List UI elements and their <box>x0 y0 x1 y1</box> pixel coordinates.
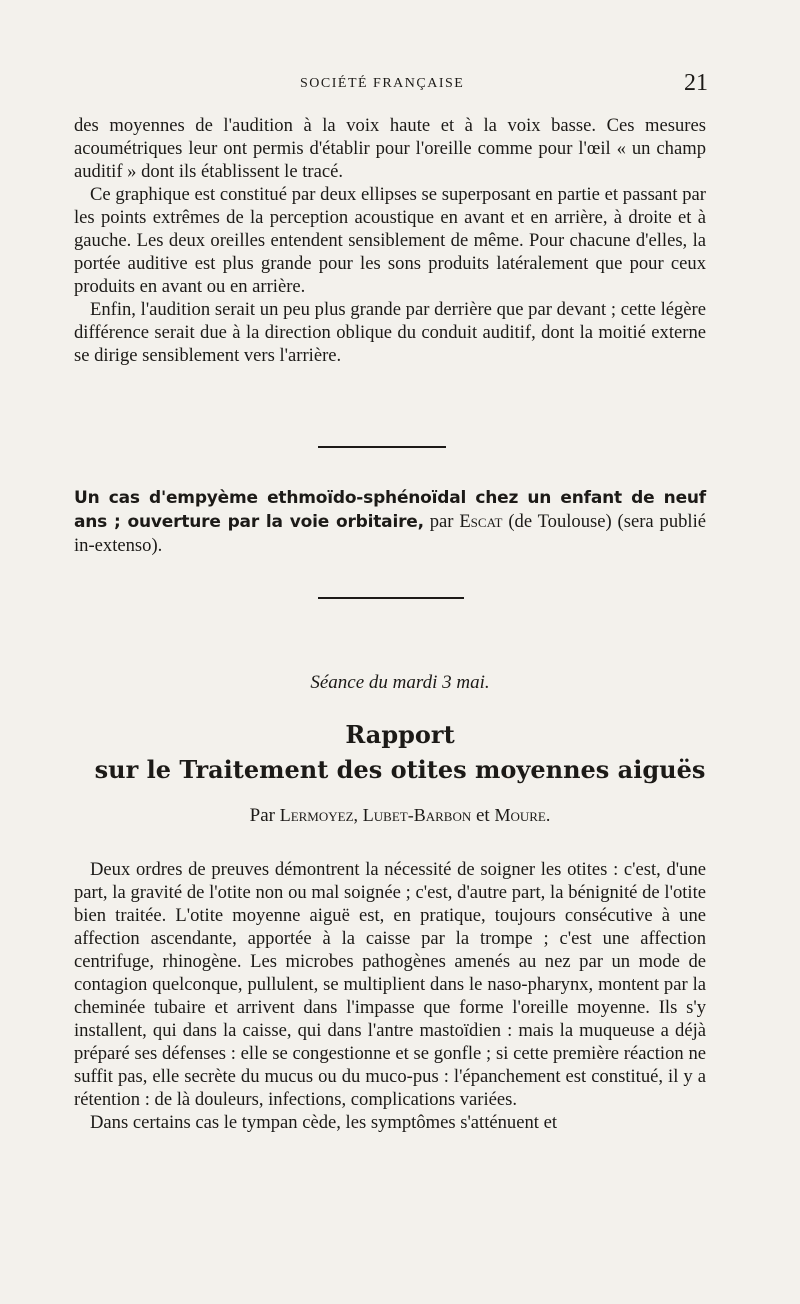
page-number: 21 <box>684 70 708 96</box>
report-body <box>74 858 706 1134</box>
paragraph: des moyennes de l'audition à la voix haute et à la voix basse. Ces mesures acoumétriques leur ont permis d'établir pour l'oreille comme pour l'œil « un champ auditif » dont ils établissent le tracé. <box>74 115 706 182</box>
session-heading: Séance du mardi 3 mai. <box>310 672 490 693</box>
authors-prefix: Par <box>249 805 275 826</box>
communication-remark: (de Toulouse) (sera publié in-extenso). <box>74 511 707 556</box>
author-name: Lubet-Barbon <box>362 805 472 825</box>
running-title: SOCIÉTÉ FRANÇAISE <box>300 76 465 91</box>
opening-text <box>74 114 706 367</box>
communication-author: Escat <box>459 511 503 532</box>
running-header <box>0 70 800 98</box>
paragraph: Deux ordres de preuves démontrent la nécessité de soigner les otites : c'est, d'une part, la gravité de l'otite non ou mal soignée ; c'est, d'autre part, la bénignité de l'otite bien traitée. L'otite moyenne aiguë est, en pratique, toujours consécutive à une affection ascendante, apportée à la caisse par la trompe ; c'est une affection centrifuge, rhinogène. Les microbes pathogènes amenés au nez par un mode de contagion quelconque, pullulent, se multiplient dans le naso-pharynx, montent par la cheminée tubaire et arrivent dans l'impasse que forme l'oreille moyenne. Ils s'y installent, qui dans la caisse, qui dans l'antre mastoïdien : mais la muqueuse a déjà préparé ses défenses : elle se congestionne et se gonfle ; si cette première réaction ne suffit pas, elle secrète du mucus ou du muco-pus : l'épanchement est constitué, il y a rétention : de là douleurs, infections, complications variées. <box>74 859 706 1110</box>
paragraph: Dans certains cas le tympan cède, les symptômes s'atténuent et <box>90 1112 558 1133</box>
report-subtitle: sur le Traitement des otites moyennes aiguës <box>94 755 706 784</box>
paragraph: Enfin, l'audition serait un peu plus grande par derrière que par devant ; cette légère différence serait due à la direction oblique du conduit auditif, dont la moitié externe se dirige sensiblement vers l'arrière. <box>74 299 706 366</box>
report-title: Rapport <box>345 720 455 749</box>
author-name: Lermoyez, <box>279 805 359 825</box>
communication-note <box>74 486 706 557</box>
report-authors <box>0 805 800 827</box>
paragraph: Ce graphique est constitué par deux ellipses se superposant en partie et passant par les points extrêmes de la perception acoustique en avant et en arrière, à droite et à gauche. Les deux oreilles entendent sensiblement de même. Pour chacune d'elles, la portée auditive est plus grande pour les sons produits latéralement que pour ceux produits en avant ou en arrière. <box>74 184 706 297</box>
section-divider <box>318 597 464 599</box>
communication-title: Un cas d'empyème ethmoïdo-sphénoïdal chez un enfant de neuf ans ; ouverture par la voie orbitaire, <box>74 488 706 532</box>
communication-by: par <box>429 511 454 532</box>
authors-conjunction: et <box>475 805 490 826</box>
section-divider <box>318 446 446 448</box>
author-name: Moure. <box>494 805 551 825</box>
